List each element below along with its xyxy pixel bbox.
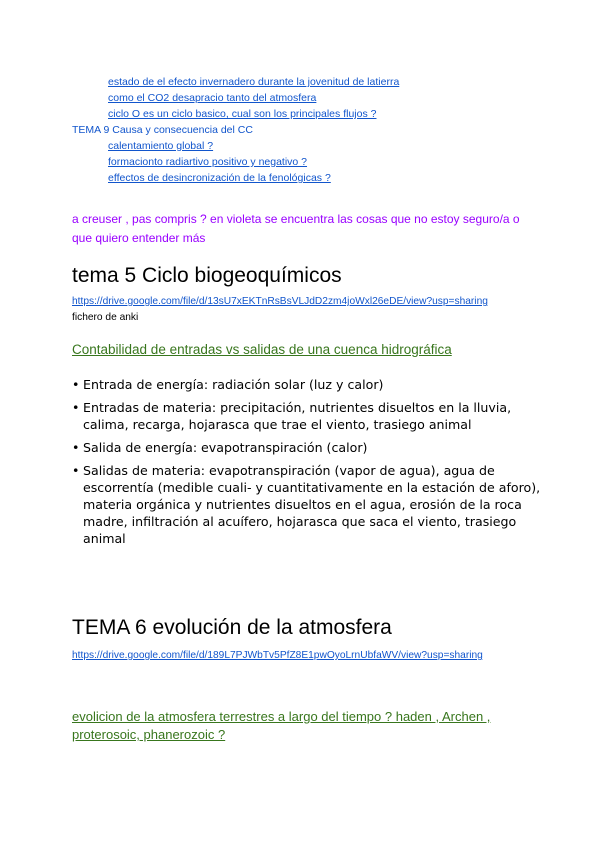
toc-link-global-warming[interactable]: calentamiento global ? xyxy=(108,140,214,152)
heading-tema6: TEMA 6 evolución de la atmosfera xyxy=(72,616,392,639)
tema6-drive-link[interactable]: https://drive.google.com/file/d/189L7PJWbTv5PfZ8E1pwOyoLrnUbfaWV/view?usp=sharing xyxy=(72,650,483,661)
toc-link-radiative-forcing[interactable]: formacionto radiartivo positivo y negativo ? xyxy=(108,156,308,168)
list-item xyxy=(72,462,542,547)
toc-link-tema9[interactable]: TEMA 9 Causa y consecuencia del CC xyxy=(72,124,253,136)
toc-link-oxygen-cycle[interactable]: ciclo O es un ciclo basico, cual son los principales flujos ? xyxy=(108,108,377,120)
anki-file-label: fichero de anki xyxy=(72,312,139,323)
tema5-bullet-list xyxy=(72,376,542,553)
toc-link-phenology[interactable]: effectos de desincronización de la fenológicas ? xyxy=(108,172,331,184)
bullet-text: Entrada de energía: radiación solar (luz y calor) xyxy=(83,377,384,392)
bullet-text: Salidas de materia: evapotranspiración (vapor de agua), agua de escorrentía (medible cuali- y cuantitativamente en la estación de aforo), materia orgánica y nutrientes disueltos en el agua, erosión de la roca madre, infiltración al acuífero, hojarasca que saca el viento, trasiego animal xyxy=(83,463,541,546)
toc-link-co2[interactable]: como el CO2 desapracio tanto del atmosfera xyxy=(108,92,317,104)
list-item xyxy=(72,439,542,456)
bullet-icon: • xyxy=(72,400,80,415)
tema5-drive-link[interactable]: https://drive.google.com/file/d/13sU7xEKTnRsBsVLJdD2zm4joWxl26eDE/view?usp=sharing xyxy=(72,296,488,307)
bullet-icon: • xyxy=(72,440,80,455)
bullet-text: Entradas de materia: precipitación, nutrientes disueltos en la lluvia, calima, recarga, hojarasca que trae el viento, trasiego animal xyxy=(83,400,512,432)
tema6-subtitle-link[interactable]: evolicion de la atmosfera terrestres a largo del tiempo ? haden , Archen , proterosoic, phanerozoic ? xyxy=(72,709,491,742)
list-item xyxy=(72,376,542,393)
toc-link-greenhouse[interactable]: estado de el efecto invernadero durante la jovenitud de latierra xyxy=(108,76,400,88)
toc-list xyxy=(0,74,600,186)
list-item xyxy=(72,399,542,433)
heading-tema5: tema 5 Ciclo biogeoquímicos xyxy=(72,264,342,287)
tema5-subtitle-link[interactable]: Contabilidad de entradas vs salidas de una cuenca hidrográfica xyxy=(72,342,452,357)
bullet-text: Salida de energía: evapotranspiración (calor) xyxy=(83,440,368,455)
legend-note: a creuser , pas compris ? en violeta se encuentra las cosas que no estoy seguro/a o que quiero entender más xyxy=(72,212,520,245)
bullet-icon: • xyxy=(72,377,80,392)
bullet-icon: • xyxy=(72,463,80,478)
